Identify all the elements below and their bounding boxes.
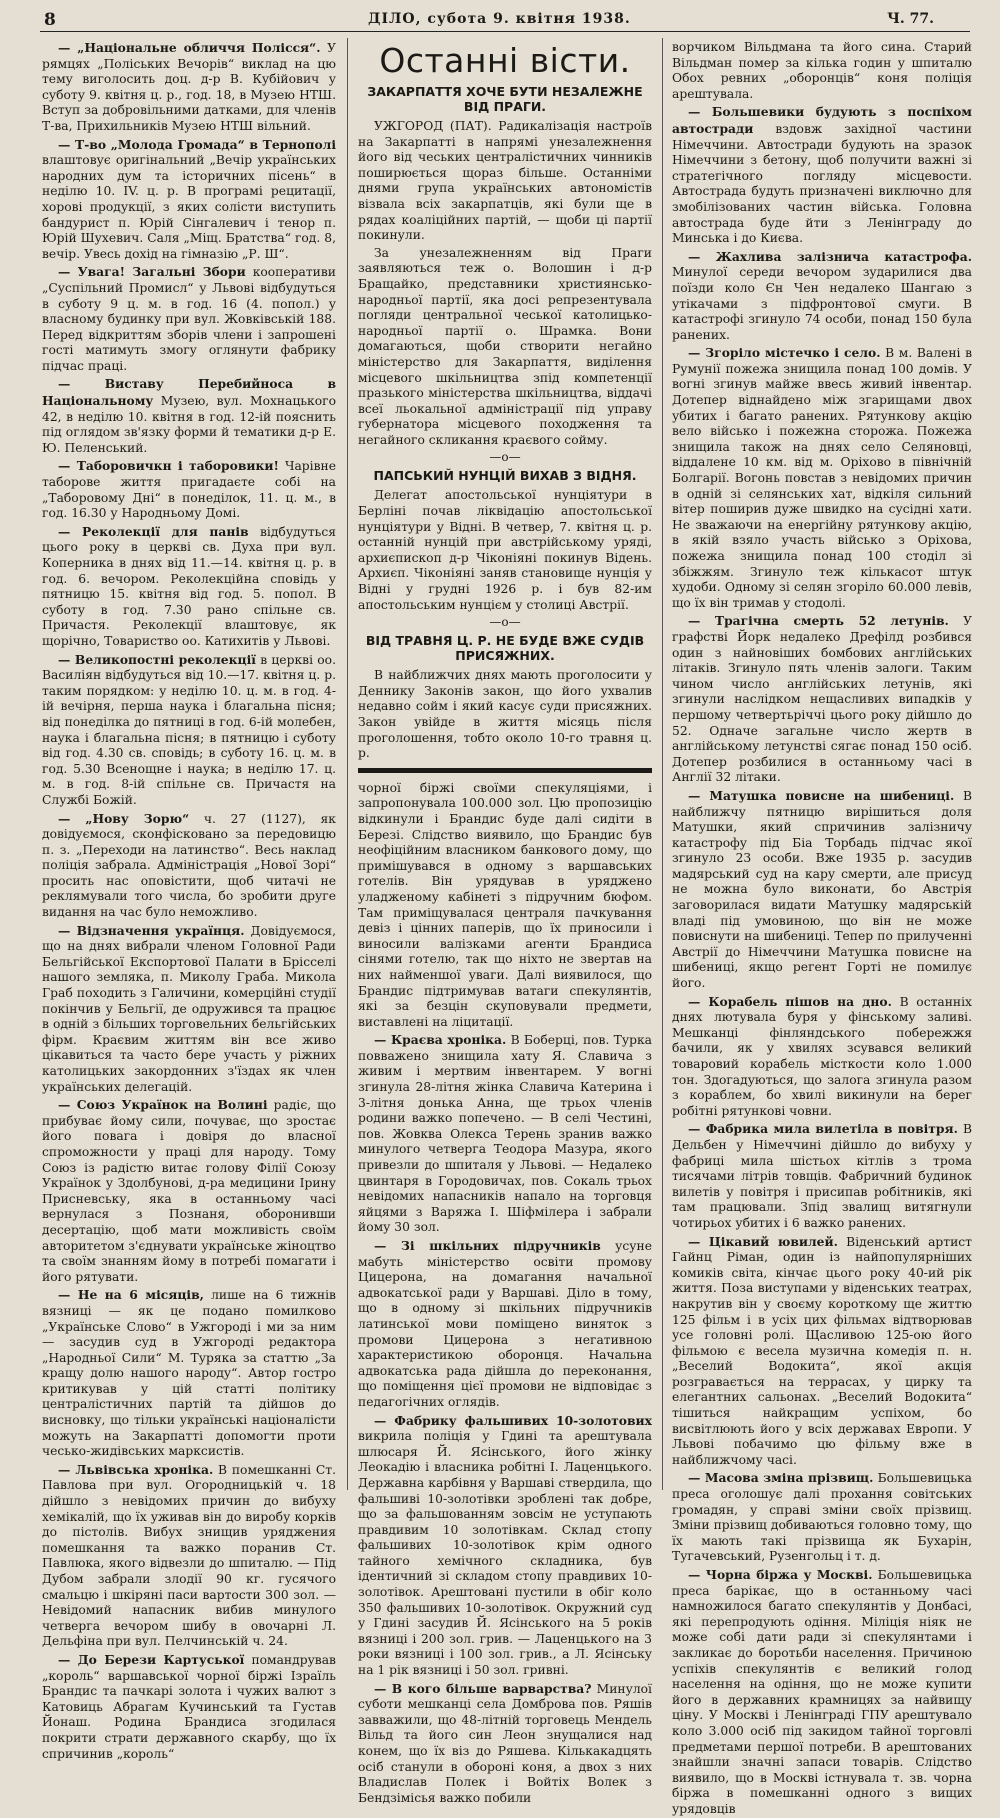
page-header: [0, 0, 1000, 34]
article-headline: ПАПСЬКИЙ НУНЦІЙ ВИХАВ З ВІДНЯ.: [373, 468, 637, 484]
item-title: — Не на 6 місяців,: [58, 1287, 204, 1303]
article-headline: ЗАКАРПАТТЯ ХОЧЕ БУТИ НЕЗАЛЕЖНЕ ВІД ПРАГИ.: [367, 84, 643, 114]
news-item: [42, 1652, 336, 1762]
item-title: — Великопостні реколекції: [58, 651, 256, 667]
column-2: [358, 40, 653, 1805]
news-item: [672, 1567, 972, 1818]
item-title: — Жахлива залізнича катастрофа.: [688, 248, 972, 264]
item-text: Большевицька преса оголошує далі прохання совітських громадян, у справі зміни своїх прізвищ. Зміни прізвищ добиваються головно тому, що їх мають такі прізвища як Бухарін, Тугачевський, Рузенгольц і т. д.: [672, 1471, 972, 1564]
item-text: кооперативи „Суспільний Промисл“ у Львові відбудуться в суботу 9 ц. м. в год. 16 (4. попол.) у власному будинку при вул. Жовківській 188. Перед відкриттям зборів члени і запрошені гості матимуть змогу оглянути фабрику підчас праці.: [42, 265, 336, 373]
item-title: — Зі шкільних підручників: [374, 1238, 601, 1253]
item-title: — Масова зміна прізвищ.: [688, 1470, 874, 1486]
news-item: [358, 1681, 652, 1807]
item-title: — Відзначення українця.: [58, 922, 245, 938]
section-title: Останні вісти.: [379, 41, 631, 80]
news-item: [42, 652, 336, 809]
item-text: радіє, що прибуває йому сили, почуває, що зростає його повага і довіря до власної спроможности у праці для народу. Тому Союз із радістю витає голову Філії Союзу Українок у Здолбунові, д-ра медицини Ірину Присневську, яка в останньому часі вернулася з Познаня, оборонивши десертацію, щоб мати можливість своїм авторитетом з'єднувати українське жіноцтво та своїм знанням йому в потребі помагати і його рятувати.: [42, 1098, 337, 1284]
news-item: [42, 376, 336, 456]
news-item: [358, 1238, 652, 1411]
news-item: [672, 788, 972, 992]
item-title: — Чорна біржа у Москві.: [688, 1567, 873, 1582]
separator: —о—: [489, 615, 521, 630]
item-title: — До Берези Картуської: [58, 1651, 245, 1667]
item-text: в церкві оо. Василіян відбудуться від 10.—17. квітня ц. р. таким порядком: у неділю 10. ц. м. в год. 4-ій вечірня, перша наука і благальна пісня; від понеділка до пятниці в год. 6-ій молебен, наука і благальна пісня; в пятницю і суботу від год. 4.30 св. сповідь; в суботу 16. ц. м. в год. 5.30 Всенощне і наука; в неділю 17. ц. м. в год. 8-ій спільне св. Причастя на Службі Божій.: [42, 652, 336, 807]
news-item: [358, 1032, 652, 1236]
news-item: [672, 994, 972, 1120]
news-item: [42, 40, 336, 135]
news-item: [672, 104, 972, 246]
item-text: Музею, вул. Мохнацького 42, в неділю 10. квітня в год. 12-ій пояснить під оглядом зв'язку форми й тематики д-р Е. Ю. Пеленський.: [42, 394, 336, 455]
item-text: лише на 6 тижнів вязниці — як це подано помилково „Українське Слово“ в Ужгороді і ми за ним — засудив суд в Ужгороді редактора „Народньої Сили“ М. Туряка за статтю „За кращу долю нашого народу“. Автор гостро критикував у цій статті політику централістичних партій та дійшов до висновку, що тільки українські націоналісти можуть на Закарпатті допомогти проти чесько-жидівських марксистів.: [42, 1288, 336, 1459]
item-title: — Корабель пішов на дно.: [688, 993, 892, 1009]
column-3: [672, 40, 972, 1816]
item-text: помандрував „король“ варшавської чорної біржі Ізраїль Брандис та пачкарі золота і чужих валют з Катовиць Абрагам Кучинський та Густав Йонаш. Родина Брандиса згодилася покрити страти державного скарбу, що їх спричинив „король“: [42, 1652, 336, 1761]
item-title: — Т-во „Молода Громада“ в Тернополі: [58, 136, 336, 152]
item-title: — „Нову Зорю“: [58, 810, 190, 826]
news-item: [672, 1470, 972, 1565]
item-text: відбудуться цього року в церкві св. Духа при вул. Коперника в днях від 11.—14. квітня ц. р. в год. 6. вечором. Реколекційна сповідь у пятницю 15. квітня від год. 5. попол. В суботу в год. 7.30 рано спільне св. Причастя. Реколекції влаштовує, як щорічно, Товариство оо. Катихитів у Львові.: [42, 524, 336, 648]
item-text: Большевицька преса барікає, що в останньому часі намножилося багато спекулянтів у Донбасі, які перепродують одіння. Міліція ніяк не може собі дати ради зі спекулянтами і закликає до боротьби населення. Причиною успіхів спекулянтів є великий голод населення на одіння, що не може купити його в державних крамницях за найвищу ціну. У Москві і Ленінграді ГПУ арештувало коло 3.000 осіб під закидом тайної торговлі предметами першої потреби. В арештованих знайшли значні запаси товарів. Слідство виявило, що в Москві істнувала т. зв. чорна біржа в помешканні одного з вищих урядовців: [672, 1568, 972, 1816]
separator: —о—: [489, 450, 521, 465]
item-text: Довідуємося, що на днях вибрали членом Головної Ради Бельгійської Експортової Палати в Брісселі нашого земляка, п. Миколу Граба. Микола Граб походить з Галичини, комерційні студії покінчив у Бельгії, де одружився та працює в одній з більших торговельних бельгійських фірм. Краєвим життям він все живо цікавиться та часто бере участь у ріжних католицьких закордонних з'їздах як член українських делегацій.: [42, 923, 336, 1094]
item-text: В останніх днях лютувала буря у фінському заливі. Мешканці фінляндського побережжя бачили, як у хвилях зсувався великий товаровий корабель місткости коло 1.000 тон. Здогадуються, що залога згинула разом з кораблем, бо хвилі викинули на берег робітні рятункові човни.: [672, 994, 972, 1118]
news-item: [42, 923, 336, 1096]
news-item: [672, 345, 972, 611]
item-text: влаштовує оригінальний „Вечір українських народних дум та історичних пісень“ в неділю 10. IV. ц. р. В програмі рецитації, хорові продукції, з яких солісти виступить бандурист п. Юрій Сінгалевич і тенор п. Юрій Шухевич. Саля „Міщ. Братства“ год. 8, вечір. Увесь дохід на гімназію „Р. Ш“.: [42, 153, 336, 261]
news-item: [42, 264, 336, 374]
item-title: — Виставу Перебийноса в Національному: [42, 376, 336, 409]
news-item: [672, 1121, 972, 1231]
item-title: — Фабрика мила вилетіла в повітря.: [688, 1121, 958, 1137]
issue-number: Ч. 77.: [887, 11, 934, 27]
item-text: В м. Валені в Румунії пожежа знищила понад 100 домів. У вогні згинув майже ввесь живий інвентар. Дотепер віднайдено між згарищами двох убитих і багато ранених. Рятункову акцію вело військо і пожежна сторожа. Пожежа знищила також на днях село Селяновці, віддалене 10 км. від м. Оріхово в північній Болгарії. Вогонь повстав з невідомих причин в одній зі селянських хат, відкіля сильний вітер поширив дуже швидко на сусідні хати. Не зважаючи на енергійну рятункову акцію, в якій взяло участь військо з Оріхова, пожежа знищила понад 100 стоділ зі збіжжям. Згинуло теж кількасот штук худоби. Одному зі селян згоріло 60.000 левів, що їх він тримав у стодолі.: [672, 346, 972, 610]
item-title: — Реколекції для панів: [58, 523, 249, 539]
item-title: — Матушка повисне на шибениці.: [688, 787, 955, 803]
item-title: — Краєва хроніка.: [374, 1032, 507, 1048]
item-title: — Союз Українок на Волині: [58, 1097, 268, 1113]
item-title: — Таборовичкн і таборовики!: [58, 458, 279, 474]
news-item: [672, 249, 972, 344]
item-title: — Цікавий ювилей.: [688, 1233, 838, 1249]
item-text: викрила поліція у Гдині та арештувала шлюсаря Й. Ясінського, його жінку Леокадію і власника робітні І. Лаценцького. Державна карбівня у Варшаві ствердила, що фальшиві 10-золотівки зроблені так добре, що за фальшованням зовсім не уступають правдивим 10 золотівкам. Склад стопу фальшивих 10-золотівок крім одного тайного хемічного складника, був ідентичний зі складом стопу правдивих 10-золотівок. Арештовані пустили в обіг коло 350 фальшивих 10-золотівок. Окружний суд у Гдині засудив Й. Ясінського на 5 років вязниці і 200 зол. грив. — Лаценцького на 3 роки вязниці і 100 зол. грив., а Л. Ясінську на 1 рік вязниці і 50 зол. гривні.: [358, 1429, 652, 1678]
news-item: [672, 1234, 972, 1469]
header-rule: [40, 31, 970, 32]
article-paragraph: УЖГОРОД (ПАТ). Радикалізація настроїв на Закарпатті в напрямі унезалежнення його від чеських централістичних чинників поширюється щораз більше. Останніми днями група українських автономістів візвала всіх закарпатців, які були ще в рядах коаліційних партій, — щоби ці партії покинули.: [358, 119, 652, 243]
item-text: Минулої середи вечором зударилися два поїзди коло Єн Чен недалеко Шангаю з утікачами з підфронтової смуги. В катастрофі згинуло 74 особи, понад 150 була ранених.: [672, 265, 972, 342]
item-title: — Большевики будують з поспіхом автостради: [672, 104, 972, 136]
news-item: [42, 811, 336, 921]
item-title: — В кого більше варварства?: [374, 1680, 592, 1696]
news-item: [42, 1287, 336, 1460]
item-title: — Трагічна смерть 52 летунів.: [688, 613, 949, 629]
item-text: В Боберці, пов. Турка повважено знищила хату Я. Славича з живим і мертвим інвентарем. У вогні згинула 28-літня жінка Славича Катерина і 3-літня донька Анна, ще трьох членів родини важко попечено. — В селі Честині, пов. Жовква Олекса Терень зранив важко минулого четверга Теодора Мазура, якого привезли до шпиталя у Львові. — Недалеко цвинтаря в Городовичах, пов. Сокаль трьох невідомих напасників напало на торговця яйцями з Варяжа І. Шіфмілера і забрали йому 30 зол.: [358, 1033, 653, 1235]
item-title: — „Національне обличчя Полісся“.: [58, 40, 321, 55]
item-title: — Увага! Загальні Збори: [58, 264, 246, 280]
column-divider: [347, 38, 348, 1490]
item-text: У рямцях „Поліських Вечорів“ виклад на цю тему виголосить доц. д-р В. Кубійович у суботу 9. квітня ц. р., год. 18, в Музею НТШ. Вступ за добровільними датками, для членів Т-ва, Прихильників Музею НТШ вільний.: [42, 41, 336, 133]
column-divider: [662, 38, 663, 1490]
news-item: [42, 1462, 336, 1650]
item-text: ч. 27 (1127), як довідуємося, сконфісковано за передовицю п. з. „Переходи на латинство“. Весь наклад поліція забрала. Адміністрація „Нової Зорі“ просить нас оповістити, щоб читачі не реклямували того числа, бо зробити друге видання на час було неможливо.: [42, 811, 336, 920]
article-paragraph: Делегат апостольської нунціятури в Берліні почав ліквідацію апостольської нунціятури у Відні. В четвер, 7. квітня ц. р. останній нунцій при австрійському уряді, архиєпископ д-р Чіконіяні покинув Відень. Архиєп. Чіконіяні заняв становище нунція у Відні у грудні 1926 р. і був 82-им апостольським нунцієм у столиці Австрії.: [358, 488, 652, 612]
item-title: — Фабрику фальшивих 10-золотових: [374, 1412, 652, 1428]
item-text: Віденський артист Гайнц Ріман, один із найпопулярніших комиків світа, кінчає цього року 40-ий рік життя. Поза виступами у віденських театрах, накрутив він у своєму короткому ще життю 125 фільм і в усіх цих фільмах відтворював усе головні ролі. Щасливою 125-ою його фільмою є весела музична комедія п. н. „Веселий Водокита“, якої акція розгравається на террасах, у цирку та елегантних сальонах. „Веселий Водокита“ тішиться найкращим успіхом, бо висвітлюють його у всіх державах Европи. У Львові побачимо цю фільму вже в найближчому часі.: [672, 1234, 972, 1467]
masthead: ДІЛО, субота 9. квітня 1938.: [368, 11, 631, 27]
continued-text: чорної біржі своїми спекуляціями, і запропонувала 100.000 зол. Цю пропозицію відкинули і Брандис буде далі сидіти в Березі. Слідство виявило, що Брандис був неофіційним власником банкового дому, що примішувався в одному з варшавських готелів. Він урядував в уряджено уладженому кабінеті з підручним бюфом. Там приміщувалася централя пачкування девіз і цінних паперів, що їх приносили і виносили валізками агенти Брандиса сінями готелю, так що ніхто не звертав на них найменшої уваги. Далі виявилося, що Брандис підтримував ватаги спекулянтів, які за безцін скуповували предмети, виставлені на ліцитації.: [358, 780, 652, 1029]
news-item: [42, 137, 336, 263]
item-text: В найближчу пятницю вирішиться доля Матушки, який спричинив залізничу катастрофу під Біа Торбадь підчас якої згинуло 23 особи. Вже 1935 р. засудив мадярський суд на кару смерти, але присуд не можна було виконати, бо Австрія заговорилася видати Матушку мадярській владі під умовиною, що він не може повиснути на шибениці. Тепер по прилученні Австрії до Німеччини Матушка повисне на шибениці, якщо регент Горті не помилує його.: [672, 788, 972, 991]
news-item: [42, 458, 336, 521]
item-text: В Дельбен у Німеччині дійшло до вибуху у фабриці мила шістьох кітлів з трома тисячами літрів товщів. Фабричний будинок вилетів у повітря і присипав робітників, які там працювали. Зпід звалищ витягнули чотирьох убитих і 6 важко ранених.: [672, 1122, 972, 1230]
news-item: [672, 613, 972, 786]
item-text: В помешканні Ст. Павлова при вул. Огородницькій ч. 18 дійшло з невідомих причин до вибуху хемікалій, що їх уживав він до виробу корків до пістолів. Вибух знищив уряджения помешкання та важко поранив Ст. Павлюка, якого відвезли до шпиталю. — Під Дубом забрали злодії 90 кг. гусячого смальцю і шкіряні паси вартости 300 зол. — Невідомий напасник вибив минулого четверга вечором шибу в овочарні Л. Дельфіна при вул. Пелчинській ч. 24.: [42, 1462, 336, 1649]
page-number: 8: [44, 10, 56, 30]
item-text: Минулої суботи мешканці села Домброва пов. Ряшів завважили, що 48-літній торговець Мендель Вільд та його син Леон знущалися над конем, що їх віз до Ряшева. Кількакадцять осіб станули в обороні коня, а двох з них Владислав Полек і Войтіх Волек з Бендзімісья важко побили: [358, 1681, 652, 1805]
news-item: [358, 1413, 652, 1679]
item-text: У графстві Йорк недалеко Дрефілд розбився один з найновіших бомбових англійських літаків. Згинуло пять членів залоги. Таким чином число англійських летунів, які згинули наслідком нещасливих випадків у першому четвертьріччі цього року дійшло до 52. Одначе загальне число жертв в англійському летунстві сягає понад 150 осіб. Дотепер розбилися в останньому часі в Англії 32 літаки.: [672, 614, 972, 785]
article-headline: ВІД ТРАВНЯ Ц. Р. НЕ БУДЕ ВЖЕ СУДІВ ПРИСЯЖНИХ.: [365, 633, 645, 664]
news-item: [42, 1097, 336, 1285]
news-item: [42, 524, 336, 650]
item-title: — Згоріло містечко і село.: [688, 345, 881, 361]
continued-text: ворчиком Вільдмана та його сина. Старий Вільдман помер за кілька годин у шпиталю Обох ревних „оборонців“ коня поліція арештувала.: [672, 40, 972, 101]
item-text: Чарівне таборове життя пригадаєте собі на „Таборовому Дні“ в понеділок, 11. ц. м., в год. 16.30 у Народньому Домі.: [42, 459, 336, 521]
section-rule: [358, 768, 652, 773]
article-paragraph: За унезалежненням від Праги заявляються теж о. Волошин і д-р Бращайко, представники християнсько-народньої партії, яка досі репрезентувала погляди центральної чеської католицько-народньої партії о. Шрамка. Вони домагаються, щоби створити негайно міністерство для Закарпаття, виділення місцевого шкільництва зпід компетенції празького міністерства шкільництва, віддачі всеї льокальної адміністрації під управу губернатора місцевого походження та негайного скликання краєвого сойму.: [358, 245, 652, 447]
item-text: усуне мабуть міністерство освіти промову Цицерона, на домагання начальної адвокатської ради у Варшаві. Діло в тому, що в одному зі шкільних підручників латинської мови поміщено виняток з промови Цицерона з негативною характеристикою оборонця. Начальна адвокатська рада дійшла до переконання, що поміщення цієї промови не відповідає з педагогічних оглядів.: [358, 1239, 652, 1409]
article-paragraph: В найближчих днях мають проголосити у Деннику Законів закон, що його ухвалив недавно сойм і який касує суди присяжних. Закон увійде в життя місяць після проголошення, тобто около 10-го травня ц. р.: [358, 668, 652, 761]
item-text: вздовж західної частини Німеччини. Автостради будують на зразок Німеччини з бетону, щоб получити важні зі стратегічного погляду місцевости. Автострада будуть призначені виключно для змобілізованих частин війська. Головна автострада буде йти з Ленінграду до Минська і до Києва.: [672, 121, 972, 246]
column-1: [42, 40, 337, 1761]
item-title: — Львівська хроніка.: [58, 1461, 214, 1477]
